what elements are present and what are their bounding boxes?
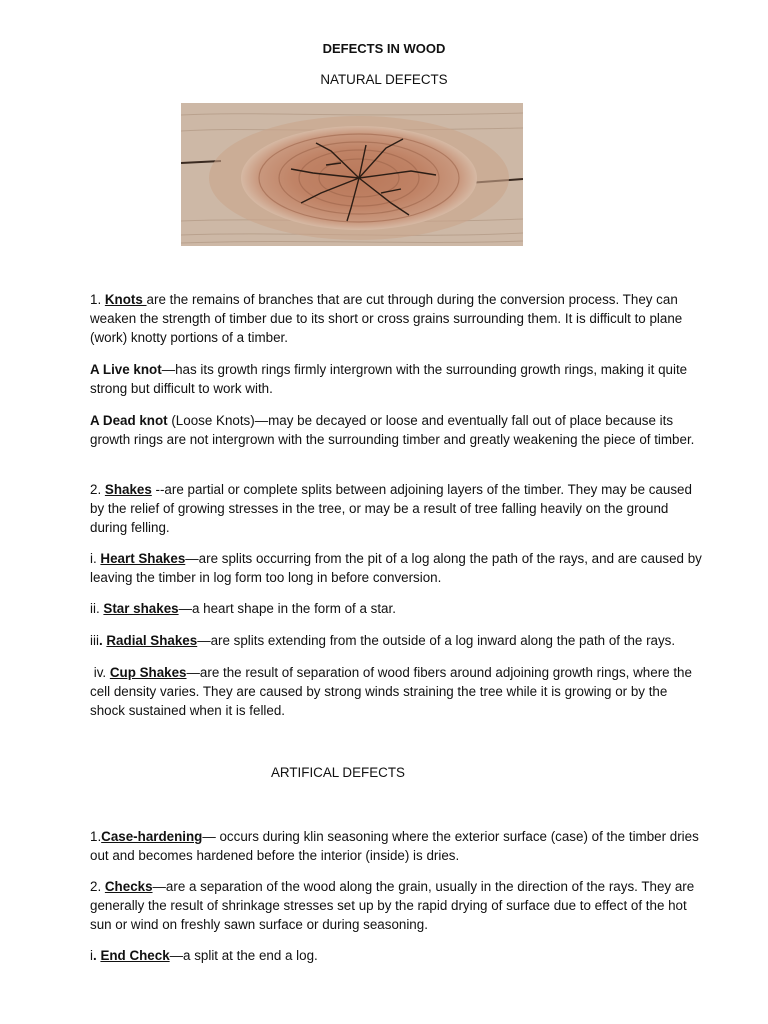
paragraph-case-hardening (90, 827, 706, 865)
section-heading-natural: NATURAL DEFECTS (320, 72, 448, 87)
list-number: 2. (90, 482, 105, 497)
definition-text: --are partial or complete splits between adjoining layers of the timber. They may be caused by the relief of growing stresses in the tree, or may be a result of tree falling heavily on the ground during felling. (90, 482, 692, 535)
paragraph-end-check (90, 946, 706, 965)
definition-text: (Loose Knots)—may be decayed or loose and eventually fall out of place because its growth rings are not intergrown with the surrounding timber and greatly weakening the piece of timber. (90, 413, 695, 447)
paragraph-radial-shakes (90, 631, 706, 650)
definition-text: are the remains of branches that are cut through during the conversion process. They can weaken the strength of timber due to its short or cross grains surrounding them. It is difficult to plane (work) knotty portions of a timber. (90, 292, 683, 345)
paragraph-live-knot (90, 360, 706, 398)
paragraph-knots (90, 290, 706, 347)
list-number-dot: . (98, 633, 107, 648)
definition-text: —has its growth rings firmly intergrown with the surrounding growth rings, making it quite strong but difficult to work with. (90, 362, 688, 396)
definition-text: —are splits occurring from the pit of a log along the path of the rays, and are caused by leaving the timber in log form too long in before conversion. (90, 551, 702, 585)
paragraph-star-shakes (90, 599, 706, 618)
paragraph-heart-shakes (90, 549, 706, 587)
page-title: DEFECTS IN WOOD (322, 41, 446, 56)
list-number: 2. (90, 879, 105, 894)
term-star-shakes: Star shakes (103, 601, 179, 616)
definition-text: —a split at the end a log. (169, 948, 318, 963)
list-number: 1. (90, 292, 105, 307)
paragraph-dead-knot (90, 411, 706, 449)
section-heading-artificial: ARTIFICAL DEFECTS (271, 765, 405, 780)
term-shakes: Shakes (104, 482, 152, 497)
definition-text: —a heart shape in the form of a star. (178, 601, 396, 616)
list-number: i (90, 948, 93, 963)
list-number-dot: . (92, 948, 101, 963)
term-checks: Checks (104, 879, 153, 894)
term-knots: Knots (104, 292, 147, 307)
term-end-check: End Check (100, 948, 170, 963)
term-live-knot: A Live knot (90, 362, 162, 377)
definition-text: —are splits extending from the outside of a log inward along the path of the rays. (197, 633, 676, 648)
list-number: iii (90, 633, 99, 648)
list-number: i. (90, 551, 101, 566)
term-case-hardening: Case-hardening (101, 829, 203, 844)
wood-knot-photo (181, 103, 523, 246)
term-cup-shakes: Cup Shakes (109, 665, 187, 680)
list-number: iv. (90, 665, 110, 680)
paragraph-cup-shakes (90, 663, 706, 720)
definition-text: —are a separation of the wood along the grain, usually in the direction of the rays. They are generally the result of shrinkage stresses set up by the rapid drying of surface due to effect of the hot sun or wind on freshly sawn surface or during seasoning. (90, 879, 695, 932)
term-radial-shakes: Radial Shakes (106, 633, 198, 648)
list-number: 1. (90, 829, 102, 844)
definition-text: —are the result of separation of wood fibers around adjoining growth rings, where the cell density varies. They are caused by strong winds straining the tree while it is growing or by the shock sustained when it is felled. (90, 665, 696, 718)
definition-text: — occurs during klin seasoning where the exterior surface (case) of the timber dries out and becomes hardened before the interior (inside) is dries. (90, 829, 699, 863)
paragraph-checks (90, 877, 706, 934)
list-number: ii. (90, 601, 104, 616)
term-heart-shakes: Heart Shakes (100, 551, 186, 566)
paragraph-shakes (90, 480, 706, 537)
term-dead-knot: A Dead knot (90, 413, 168, 428)
